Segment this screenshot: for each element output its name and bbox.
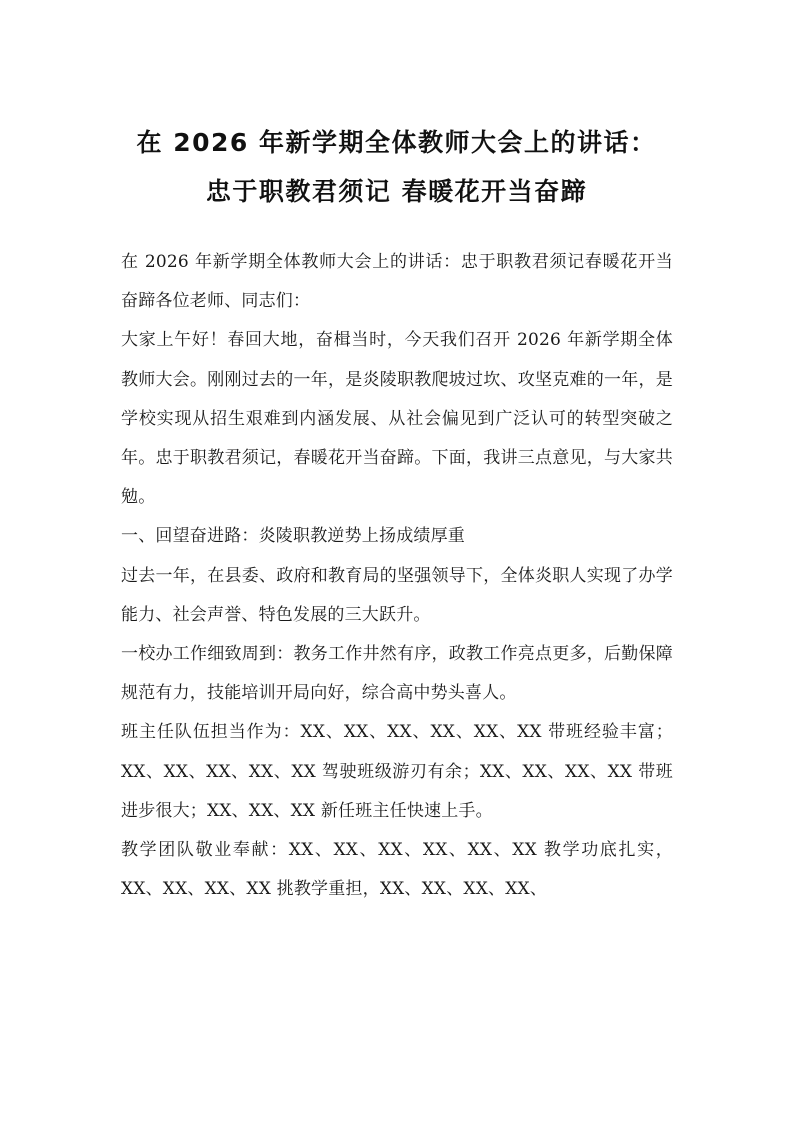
paragraph-class-teachers: 班主任队伍担当作为：XX、XX、XX、XX、XX、XX 带班经验丰富；XX、XX、XX、XX、XX 驾驶班级游刃有余；XX、XX、XX、XX 带班进步很大；XX、XX、XX 新任班主任快速上手。 bbox=[121, 722, 673, 821]
paragraph-school-office: 一校办工作细致周到：教务工作井然有序，政教工作亮点更多，后勤保障规范有力，技能培训开局向好，综合高中势头喜人。 bbox=[121, 644, 673, 704]
document-title-line-2: 忠于职教君须记 春暖花开当奋蹄 bbox=[205, 177, 588, 206]
paragraph-summary: 过去一年，在县委、政府和教育局的坚强领导下，全体炎职人实现了办学能力、社会声誉、特色发展的三大跃升。 bbox=[121, 565, 673, 625]
section-heading-1: 一、回望奋进路：炎陵职教逆势上扬成绩厚重 bbox=[121, 526, 465, 547]
document-body bbox=[121, 243, 673, 909]
document-title-line-1: 在 2026 年新学期全体教师大会上的讲话： bbox=[136, 128, 657, 157]
paragraph-opening: 大家上午好！春回大地，奋楫当时，今天我们召开 2026 年新学期全体教师大会。刚刚过去的一年，是炎陵职教爬坡过坎、攻坚克难的一年，是学校实现从招生艰难到内涵发展、从社会偏见到广泛认可的转型突破之年。忠于职教君须记，春暖花开当奋蹄。下面，我讲三点意见，与大家共勉。 bbox=[121, 330, 673, 508]
paragraph-teaching-team: 教学团队敬业奉献：XX、XX、XX、XX、XX、XX 教学功底扎实，XX、XX、XX、XX 挑教学重担，XX、XX、XX、XX、 bbox=[121, 840, 673, 900]
paragraph-greeting: 在 2026 年新学期全体教师大会上的讲话：忠于职教君须记春暖花开当奋蹄各位老师、同志们： bbox=[121, 252, 673, 312]
